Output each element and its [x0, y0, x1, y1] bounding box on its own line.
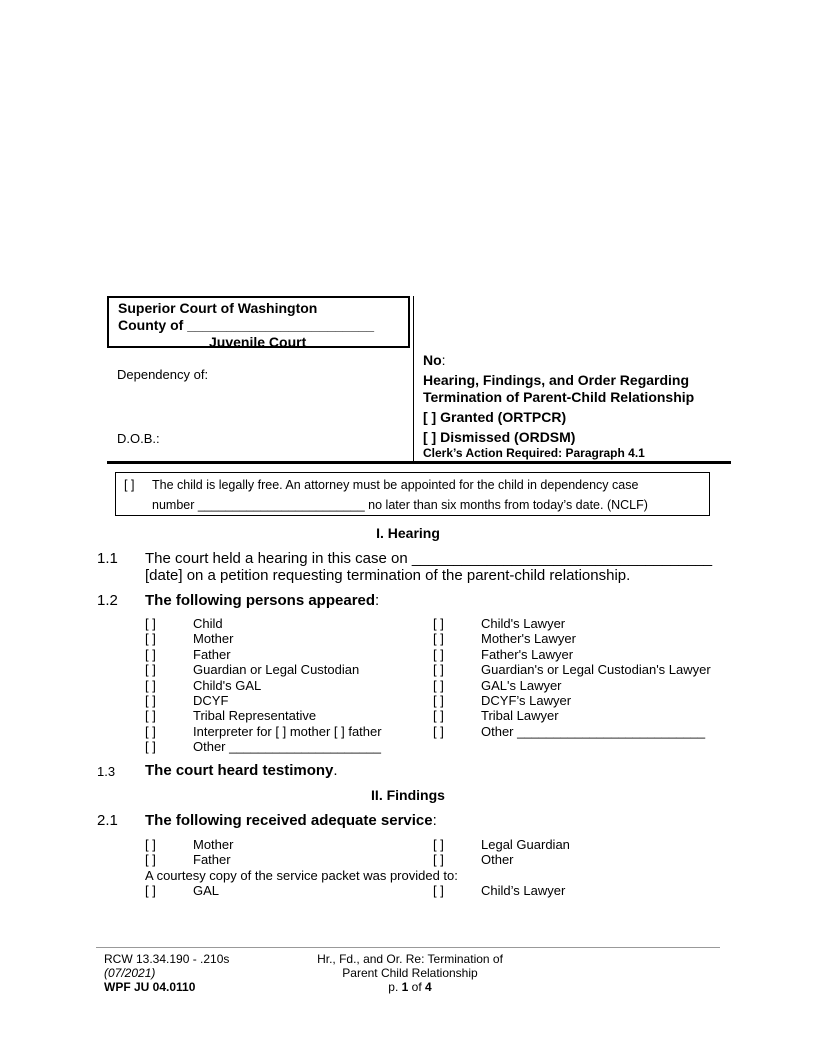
footer-rule	[96, 947, 720, 948]
court-name-box	[107, 296, 410, 348]
list-item	[433, 883, 565, 898]
para-1-3-number: 1.3	[97, 764, 116, 779]
para-2-1-label: The following received adequate service	[145, 812, 433, 829]
granted-option: [ ] Granted (ORTPCR)	[423, 409, 567, 425]
checkbox[interactable]: [ ]	[433, 616, 444, 631]
para-1-1-line-1: The court held a hearing in this case on ____________________________________	[145, 550, 713, 567]
checkbox[interactable]: [ ]	[145, 723, 156, 739]
checkbox[interactable]: [ ]	[433, 883, 444, 898]
footer-form-number: WPF JU 04.0110	[104, 980, 196, 994]
item-label: Child’s Lawyer	[481, 883, 566, 898]
caption-bottom-rule	[107, 461, 731, 464]
checkbox[interactable]: [ ]	[433, 723, 444, 739]
list-item	[433, 708, 711, 723]
case-number-no: No	[423, 352, 442, 368]
dob-label: D.O.B.:	[117, 431, 160, 446]
checkbox[interactable]: [ ]	[145, 739, 156, 755]
list-item	[145, 616, 382, 631]
court-county-line: County of ________________________	[118, 317, 375, 333]
item-label: Mother	[193, 837, 234, 852]
list-item	[433, 724, 711, 739]
checkbox[interactable]: [ ]	[145, 677, 156, 693]
item-label: Father	[193, 646, 231, 662]
checkbox[interactable]: [ ]	[433, 708, 444, 724]
list-item	[433, 852, 570, 867]
section-2-heading: II. Findings	[371, 787, 445, 803]
list-item	[433, 693, 711, 708]
item-label: Child	[193, 616, 223, 631]
checkbox[interactable]: [ ]	[433, 662, 444, 678]
checkbox[interactable]: [ ]	[145, 883, 156, 898]
para-1-2-label: The following persons appeared	[145, 592, 376, 609]
para-1-3-period: .	[333, 762, 338, 779]
list-item	[433, 837, 570, 852]
para-1-1-text	[145, 550, 712, 584]
item-label: Other _____________________	[193, 739, 381, 755]
item-label: Tribal Representative	[193, 708, 317, 724]
item-label: Guardian or Legal Custodian	[193, 662, 360, 678]
para-1-1-number: 1.1	[97, 550, 118, 567]
document-title	[423, 372, 694, 406]
checkbox[interactable]: [ ]	[145, 852, 156, 868]
case-number-label	[423, 352, 446, 368]
footer-date: (07/2021)	[104, 966, 156, 980]
para-2-1-colon: :	[432, 812, 437, 829]
page-total: 4	[425, 980, 432, 994]
footer-left	[104, 952, 229, 994]
checkbox[interactable]: [ ]	[433, 631, 444, 647]
item-label: Tribal Lawyer	[481, 708, 559, 724]
item-label: Father	[193, 852, 231, 868]
court-line-1: Superior Court of Washington	[118, 300, 318, 316]
item-label: Mother's Lawyer	[481, 631, 576, 647]
section-1-heading: I. Hearing	[376, 525, 440, 541]
notice-line-1: The child is legally free. An attorney must be appointed for the child in dependency case	[152, 478, 639, 492]
court-juvenile-line: Juvenile Court	[209, 334, 307, 350]
footer-center	[290, 952, 530, 994]
list-item	[145, 883, 219, 898]
checkbox[interactable]: [ ]	[433, 693, 444, 709]
list-item	[145, 739, 382, 754]
para-1-3-heading	[145, 762, 338, 779]
list-item	[433, 631, 711, 646]
para-1-2-colon: :	[375, 592, 380, 609]
para-2-1-heading	[145, 812, 437, 829]
checkbox[interactable]: [ ]	[145, 662, 156, 678]
case-number-colon: :	[441, 352, 446, 368]
footer-title-2: Parent Child Relationship	[342, 966, 478, 980]
list-item	[145, 631, 382, 646]
service-left-list	[145, 837, 233, 868]
legally-free-notice	[115, 472, 710, 516]
notice-checkbox[interactable]: [ ]	[124, 478, 135, 492]
item-label: Legal Guardian	[481, 837, 570, 852]
page-current: 1	[401, 980, 409, 994]
checkbox[interactable]: [ ]	[433, 837, 444, 852]
list-item	[145, 852, 233, 867]
item-label: Other __________________________	[481, 723, 706, 739]
page-number	[290, 980, 530, 994]
checkbox[interactable]: [ ]	[145, 646, 156, 662]
item-label: DCYF	[193, 693, 229, 709]
footer-title-1: Hr., Fd., and Or. Re: Termination of	[317, 952, 503, 966]
item-label: Father's Lawyer	[481, 646, 574, 662]
checkbox[interactable]: [ ]	[433, 677, 444, 693]
dependency-of-label: Dependency of:	[117, 367, 209, 382]
checkbox[interactable]: [ ]	[145, 837, 156, 852]
para-2-1-number: 2.1	[97, 812, 118, 829]
para-1-3-label: The court heard testimony	[145, 762, 334, 779]
notice-line-2: number ________________________ no later than six months from today’s date. (NCLF)	[152, 498, 648, 512]
list-item	[433, 616, 711, 631]
para-1-1-line-2: [date] on a petition requesting termination of the parent-child relationship.	[145, 567, 631, 584]
checkbox[interactable]: [ ]	[145, 693, 156, 709]
page-prefix: p.	[388, 980, 402, 994]
checkbox[interactable]: [ ]	[145, 631, 156, 647]
page-of: of	[408, 980, 426, 994]
list-item	[145, 708, 382, 723]
list-item	[145, 678, 382, 693]
caption-divider	[413, 296, 414, 463]
item-label: Other	[481, 852, 514, 868]
list-item	[145, 662, 382, 677]
list-item	[433, 647, 711, 662]
list-item	[145, 693, 382, 708]
item-label: DCYF’s Lawyer	[481, 693, 572, 709]
list-item	[433, 662, 711, 677]
checkbox[interactable]: [ ]	[145, 708, 156, 724]
checkbox[interactable]: [ ]	[433, 646, 444, 662]
list-item	[145, 724, 382, 739]
item-label: Child's GAL	[193, 677, 262, 693]
item-label: GAL	[193, 883, 220, 898]
checkbox[interactable]: [ ]	[433, 852, 444, 868]
para-1-2-number: 1.2	[97, 592, 118, 609]
clerk-action-note: Clerk’s Action Required: Paragraph 4.1	[423, 446, 645, 460]
courtesy-copy-note: A courtesy copy of the service packet was provided to:	[145, 868, 458, 883]
document-title-line-1: Hearing, Findings, and Order Regarding	[423, 372, 690, 388]
item-label: Interpreter for [ ] mother [ ] father	[193, 723, 382, 739]
list-item	[145, 647, 382, 662]
list-item	[433, 678, 711, 693]
service-right-list	[433, 837, 570, 868]
item-label: Guardian's or Legal Custodian's Lawyer	[481, 662, 711, 678]
checkbox[interactable]: [ ]	[145, 616, 156, 631]
appeared-left-list	[145, 616, 382, 755]
para-1-2-heading	[145, 592, 379, 609]
dismissed-option: [ ] Dismissed (ORDSM)	[423, 429, 576, 445]
footer-rcw: RCW 13.34.190 - .210s	[104, 952, 230, 966]
document-title-line-2: Termination of Parent-Child Relationship	[423, 389, 695, 405]
item-label: Mother	[193, 631, 234, 647]
appeared-right-list	[433, 616, 711, 739]
item-label: GAL's Lawyer	[481, 677, 562, 693]
list-item	[145, 837, 233, 852]
item-label: Child's Lawyer	[481, 616, 566, 631]
